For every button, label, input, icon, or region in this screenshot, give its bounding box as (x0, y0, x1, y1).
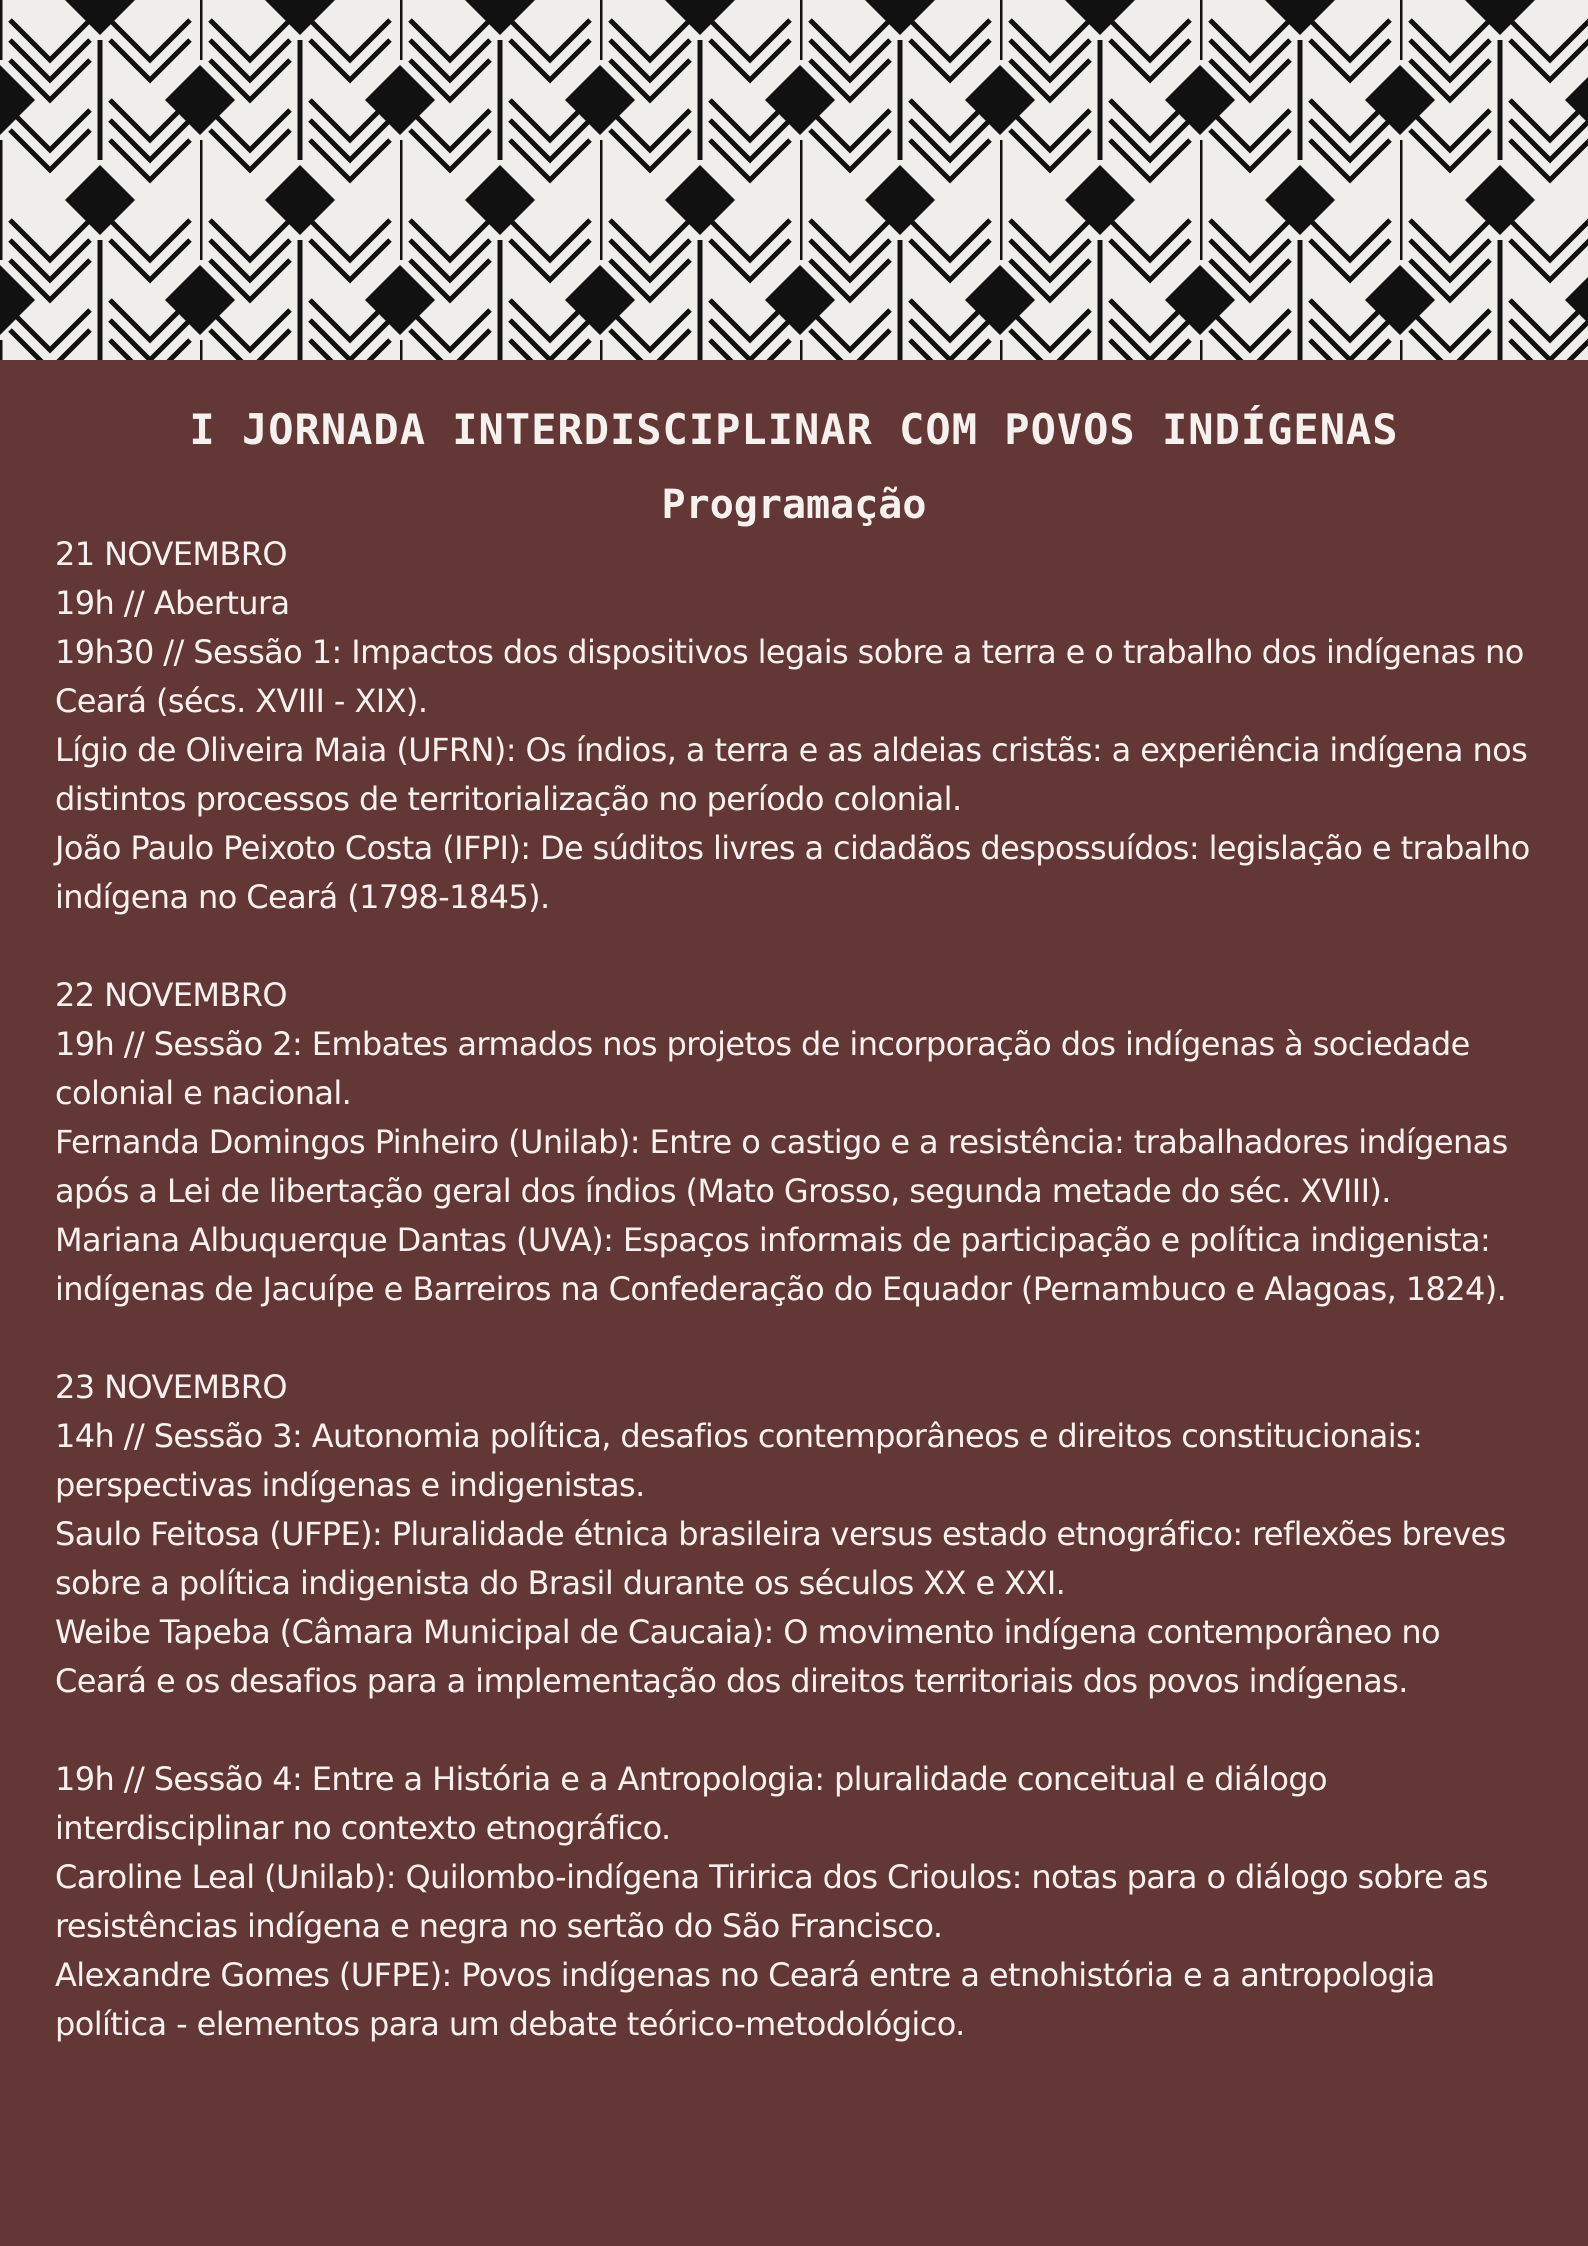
day-block-23 (55, 1363, 1535, 1706)
day-date: 23 NOVEMBRO (55, 1368, 287, 1406)
program-schedule (55, 530, 1535, 2098)
schedule-line: Lígio de Oliveira Maia (UFRN): Os índios, a terra e as aldeias cristãs: a experiência indígena nos distintos processos de territorialização no período colonial. (55, 731, 1528, 818)
schedule-line: Fernanda Domingos Pinheiro (Unilab): Entre o castigo e a resistência: trabalhadores indígenas após a Lei de libertação geral dos índios (Mato Grosso, segunda metade do séc. XVIII). (55, 1123, 1508, 1210)
schedule-line: Weibe Tapeba (Câmara Municipal de Caucaia): O movimento indígena contemporâneo no Ceará e os desafios para a implementação dos direitos territoriais dos povos indígenas. (55, 1613, 1441, 1700)
geometric-pattern-banner (0, 0, 1588, 360)
day-block-22 (55, 971, 1535, 1314)
schedule-line: 19h // Abertura (55, 584, 290, 622)
program-panel (0, 360, 1588, 2246)
schedule-line: Saulo Feitosa (UFPE): Pluralidade étnica brasileira versus estado etnográfico: reflexões breves sobre a política indigenista do Brasil durante os séculos XX e XXI. (55, 1515, 1506, 1602)
schedule-line: 19h // Sessão 2: Embates armados nos projetos de incorporação dos indígenas à sociedade colonial e nacional. (55, 1025, 1470, 1112)
day-block-23-evening (55, 1755, 1535, 2049)
schedule-line: João Paulo Peixoto Costa (IFPI): De súditos livres a cidadãos despossuídos: legislação e trabalho indígena no Ceará (1798-1845). (55, 829, 1530, 916)
schedule-line: 14h // Sessão 3: Autonomia política, desafios contemporâneos e direitos constitucionais: perspectivas indígenas e indigenistas. (55, 1417, 1423, 1504)
day-block-21 (55, 530, 1535, 922)
schedule-line: 19h // Sessão 4: Entre a História e a Antropologia: pluralidade conceitual e diálogo interdisciplinar no contexto etnográfico. (55, 1760, 1328, 1847)
program-heading: Programação (661, 482, 927, 528)
schedule-line: Mariana Albuquerque Dantas (UVA): Espaços informais de participação e política indigenista: indígenas de Jacuípe e Barreiros na Confederação do Equador (Pernambuco e Alagoas, 1824). (55, 1221, 1507, 1308)
day-date: 22 NOVEMBRO (55, 976, 287, 1014)
schedule-line: Caroline Leal (Unilab): Quilombo-indígena Tiririca dos Crioulos: notas para o diálogo sobre as resistências indígena e negra no sertão do São Francisco. (55, 1858, 1488, 1945)
indigenous-geometric-pattern (0, 0, 1588, 360)
day-date: 21 NOVEMBRO (55, 535, 287, 573)
schedule-line: Alexandre Gomes (UFPE): Povos indígenas no Ceará entre a etnohistória e a antropologia política - elementos para um debate teórico-metodológico. (55, 1956, 1435, 2043)
schedule-line: 19h30 // Sessão 1: Impactos dos dispositivos legais sobre a terra e o trabalho dos indígenas no Ceará (sécs. XVIII - XIX). (55, 633, 1524, 720)
event-title: I JORNADA INTERDISCIPLINAR COM POVOS INDÍGENAS (189, 405, 1399, 454)
